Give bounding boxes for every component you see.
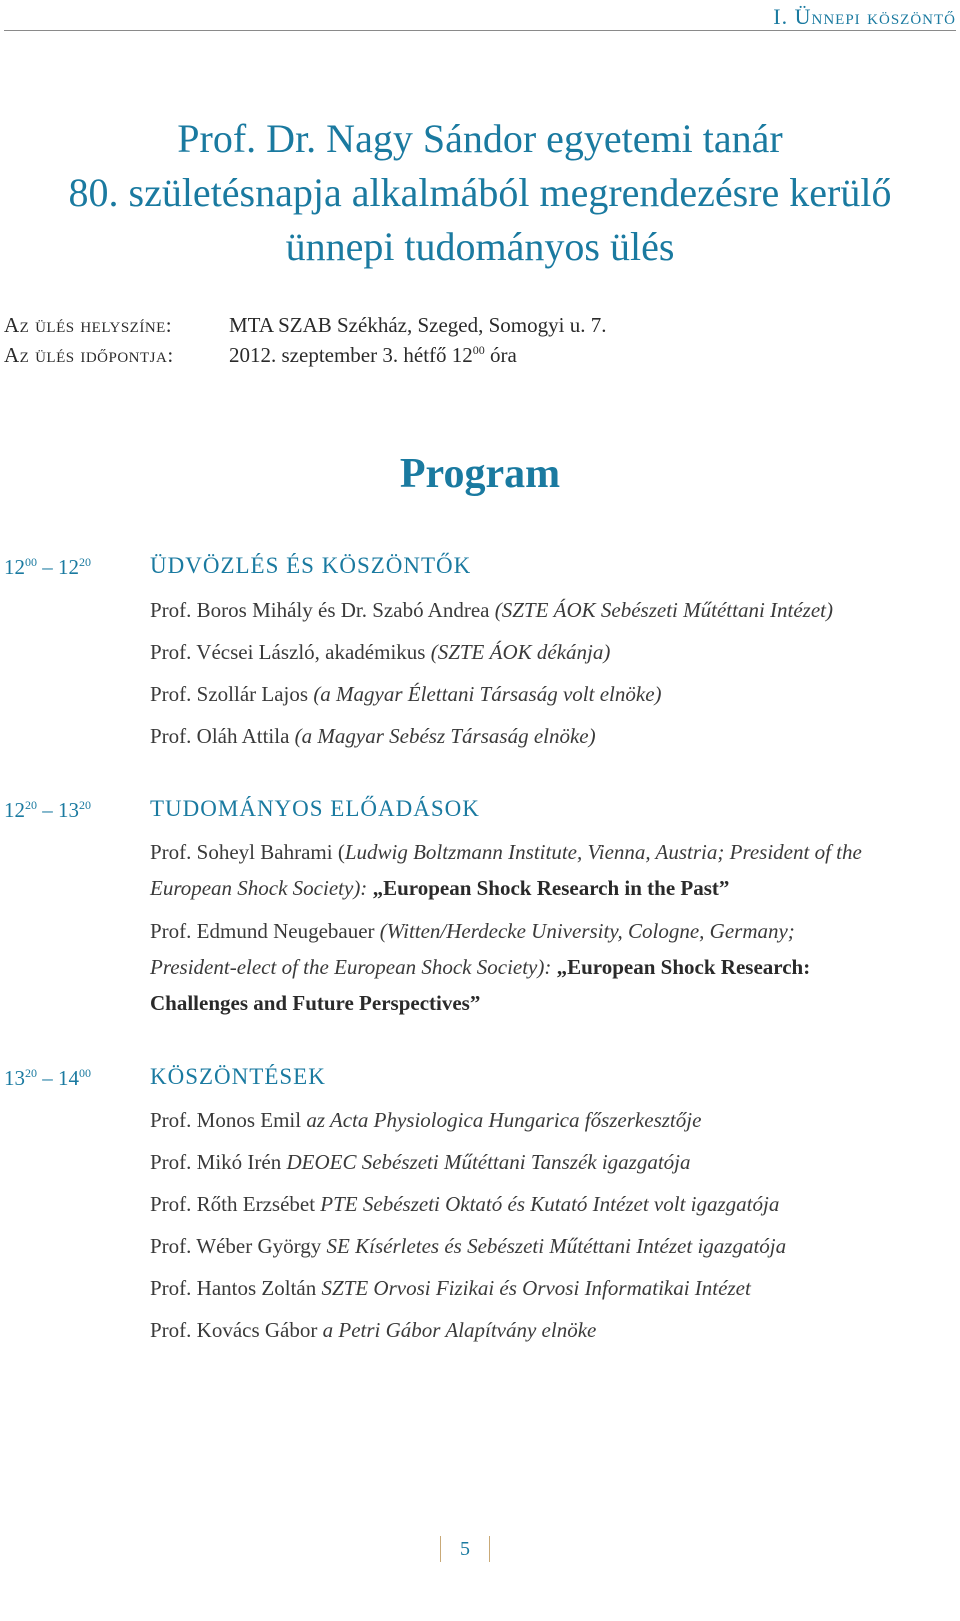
speaker-affiliation-cont: European Shock Society): [150,876,368,900]
salutation-6 [150,1312,596,1348]
salutation-role: SE Kísérletes és Sebészeti Műtéttani Intézet igazgatója [326,1234,787,1258]
salutation-name: Prof. Hantos Zoltán [150,1276,317,1300]
greeter-name: Prof. Szollár Lajos [150,682,309,706]
time-end-min: 20 [79,798,91,812]
time-value [229,343,517,368]
title-line-2: 80. születésnapja alkalmából megrendezésre kerülő [68,170,892,215]
location-row [4,313,954,341]
salutation-2 [150,1144,691,1180]
talk-2-line-1 [150,913,950,949]
talk-title: „European Shock Research: [551,955,811,979]
salutation-name: Prof. Kovács Gábor [150,1318,318,1342]
greeting-3 [150,676,662,712]
time-start: 12 [4,555,25,579]
time-row [4,343,954,371]
salutation-5 [150,1270,751,1306]
greeter-name: Prof. Vécsei László, akadémikus [150,640,426,664]
section-header: I. Ünnepi köszöntő [773,4,956,29]
time-value-main: 2012. szeptember 3. hétfő 12 [229,343,473,367]
talk-1-line-1 [150,834,950,870]
time-start-min: 20 [25,798,37,812]
salutation-4 [150,1228,786,1264]
greeter-name: Prof. Oláh Attila [150,724,290,748]
talk-title: „European Shock Research in the Past” [367,876,730,900]
greeting-2 [150,634,610,670]
time-end-min: 20 [79,555,91,569]
salutation-role: a Petri Gábor Alapítvány elnöke [322,1318,597,1342]
header-divider [4,30,956,31]
section-2-time [4,798,91,823]
title-line-3: ünnepi tudományos ülés [285,224,675,269]
time-start: 13 [4,1066,25,1090]
time-end-min: 00 [79,1066,91,1080]
talk-title-cont: Challenges and Future Perspectives” [150,991,481,1015]
page-number: 5 [440,1536,490,1562]
time-label: Az ülés időpontja: [4,343,174,367]
location-value: MTA SZAB Székház, Szeged, Somogyi u. 7. [229,313,607,337]
speaker-affiliation: Ludwig Boltzmann Institute, Vienna, Austria; President of the [344,840,862,864]
program-heading: Program [399,451,561,497]
section-1-time [4,555,91,580]
greeter-note: (SZTE ÁOK Sebészeti Műtéttani Intézet) [494,598,833,622]
talk-1 [150,834,950,906]
time-end: 13 [58,798,79,822]
salutation-name: Prof. Rőth Erzsébet [150,1192,316,1216]
time-dash: – [37,555,58,579]
section-3-time [4,1066,91,1091]
salutation-role: DEOEC Sebészeti Műtéttani Tanszék igazgatója [286,1150,691,1174]
talk-2-line-2 [150,949,950,985]
time-value-unit: óra [484,343,517,367]
talk-1-line-2 [150,870,950,906]
salutation-name: Prof. Monos Emil [150,1108,302,1132]
time-value-minutes: 00 [472,343,485,357]
time-end: 12 [58,555,79,579]
time-dash: – [37,1066,58,1090]
greeting-1 [150,592,833,628]
salutation-role: az Acta Physiologica Hungarica főszerkesztője [306,1108,702,1132]
section-3-title: KÖSZÖNTÉSEK [150,1064,326,1089]
time-dash: – [37,798,58,822]
salutation-role: PTE Sebészeti Oktató és Kutató Intézet volt igazgatója [320,1192,780,1216]
talk-2 [150,913,950,1021]
salutation-role: SZTE Orvosi Fizikai és Orvosi Informatikai Intézet [321,1276,751,1300]
time-end: 14 [58,1066,79,1090]
salutation-name: Prof. Wéber György [150,1234,322,1258]
salutation-3 [150,1186,779,1222]
speaker-name: Prof. Soheyl Bahrami [150,840,333,864]
open-paren: ( [337,840,345,864]
page-title [0,112,960,274]
greeter-note: (SZTE ÁOK dékánja) [430,640,611,664]
time-start-min: 00 [25,555,37,569]
time-start-min: 20 [25,1066,37,1080]
section-1-title: ÜDVÖZLÉS ÉS KÖSZÖNTŐK [150,553,472,578]
speaker-affiliation: (Witten/Herdecke University, Cologne, Germany; [379,919,795,943]
greeter-note: (a Magyar Élettani Társaság volt elnöke) [313,682,662,706]
speaker-affiliation-cont: President-elect of the European Shock Society): [150,955,552,979]
greeter-note: (a Magyar Sebész Társaság elnöke) [294,724,596,748]
time-start: 12 [4,798,25,822]
speaker-name: Prof. Edmund Neugebauer [150,919,375,943]
title-line-1: Prof. Dr. Nagy Sándor egyetemi tanár [177,116,783,161]
talk-2-line-3 [150,985,950,1021]
salutation-name: Prof. Mikó Irén [150,1150,282,1174]
greeter-name: Prof. Boros Mihály és Dr. Szabó Andrea [150,598,490,622]
salutation-1 [150,1102,701,1138]
greeting-4 [150,718,596,754]
location-label: Az ülés helyszíne: [4,313,173,337]
section-2-title: TUDOMÁNYOS ELŐADÁSOK [150,796,480,821]
